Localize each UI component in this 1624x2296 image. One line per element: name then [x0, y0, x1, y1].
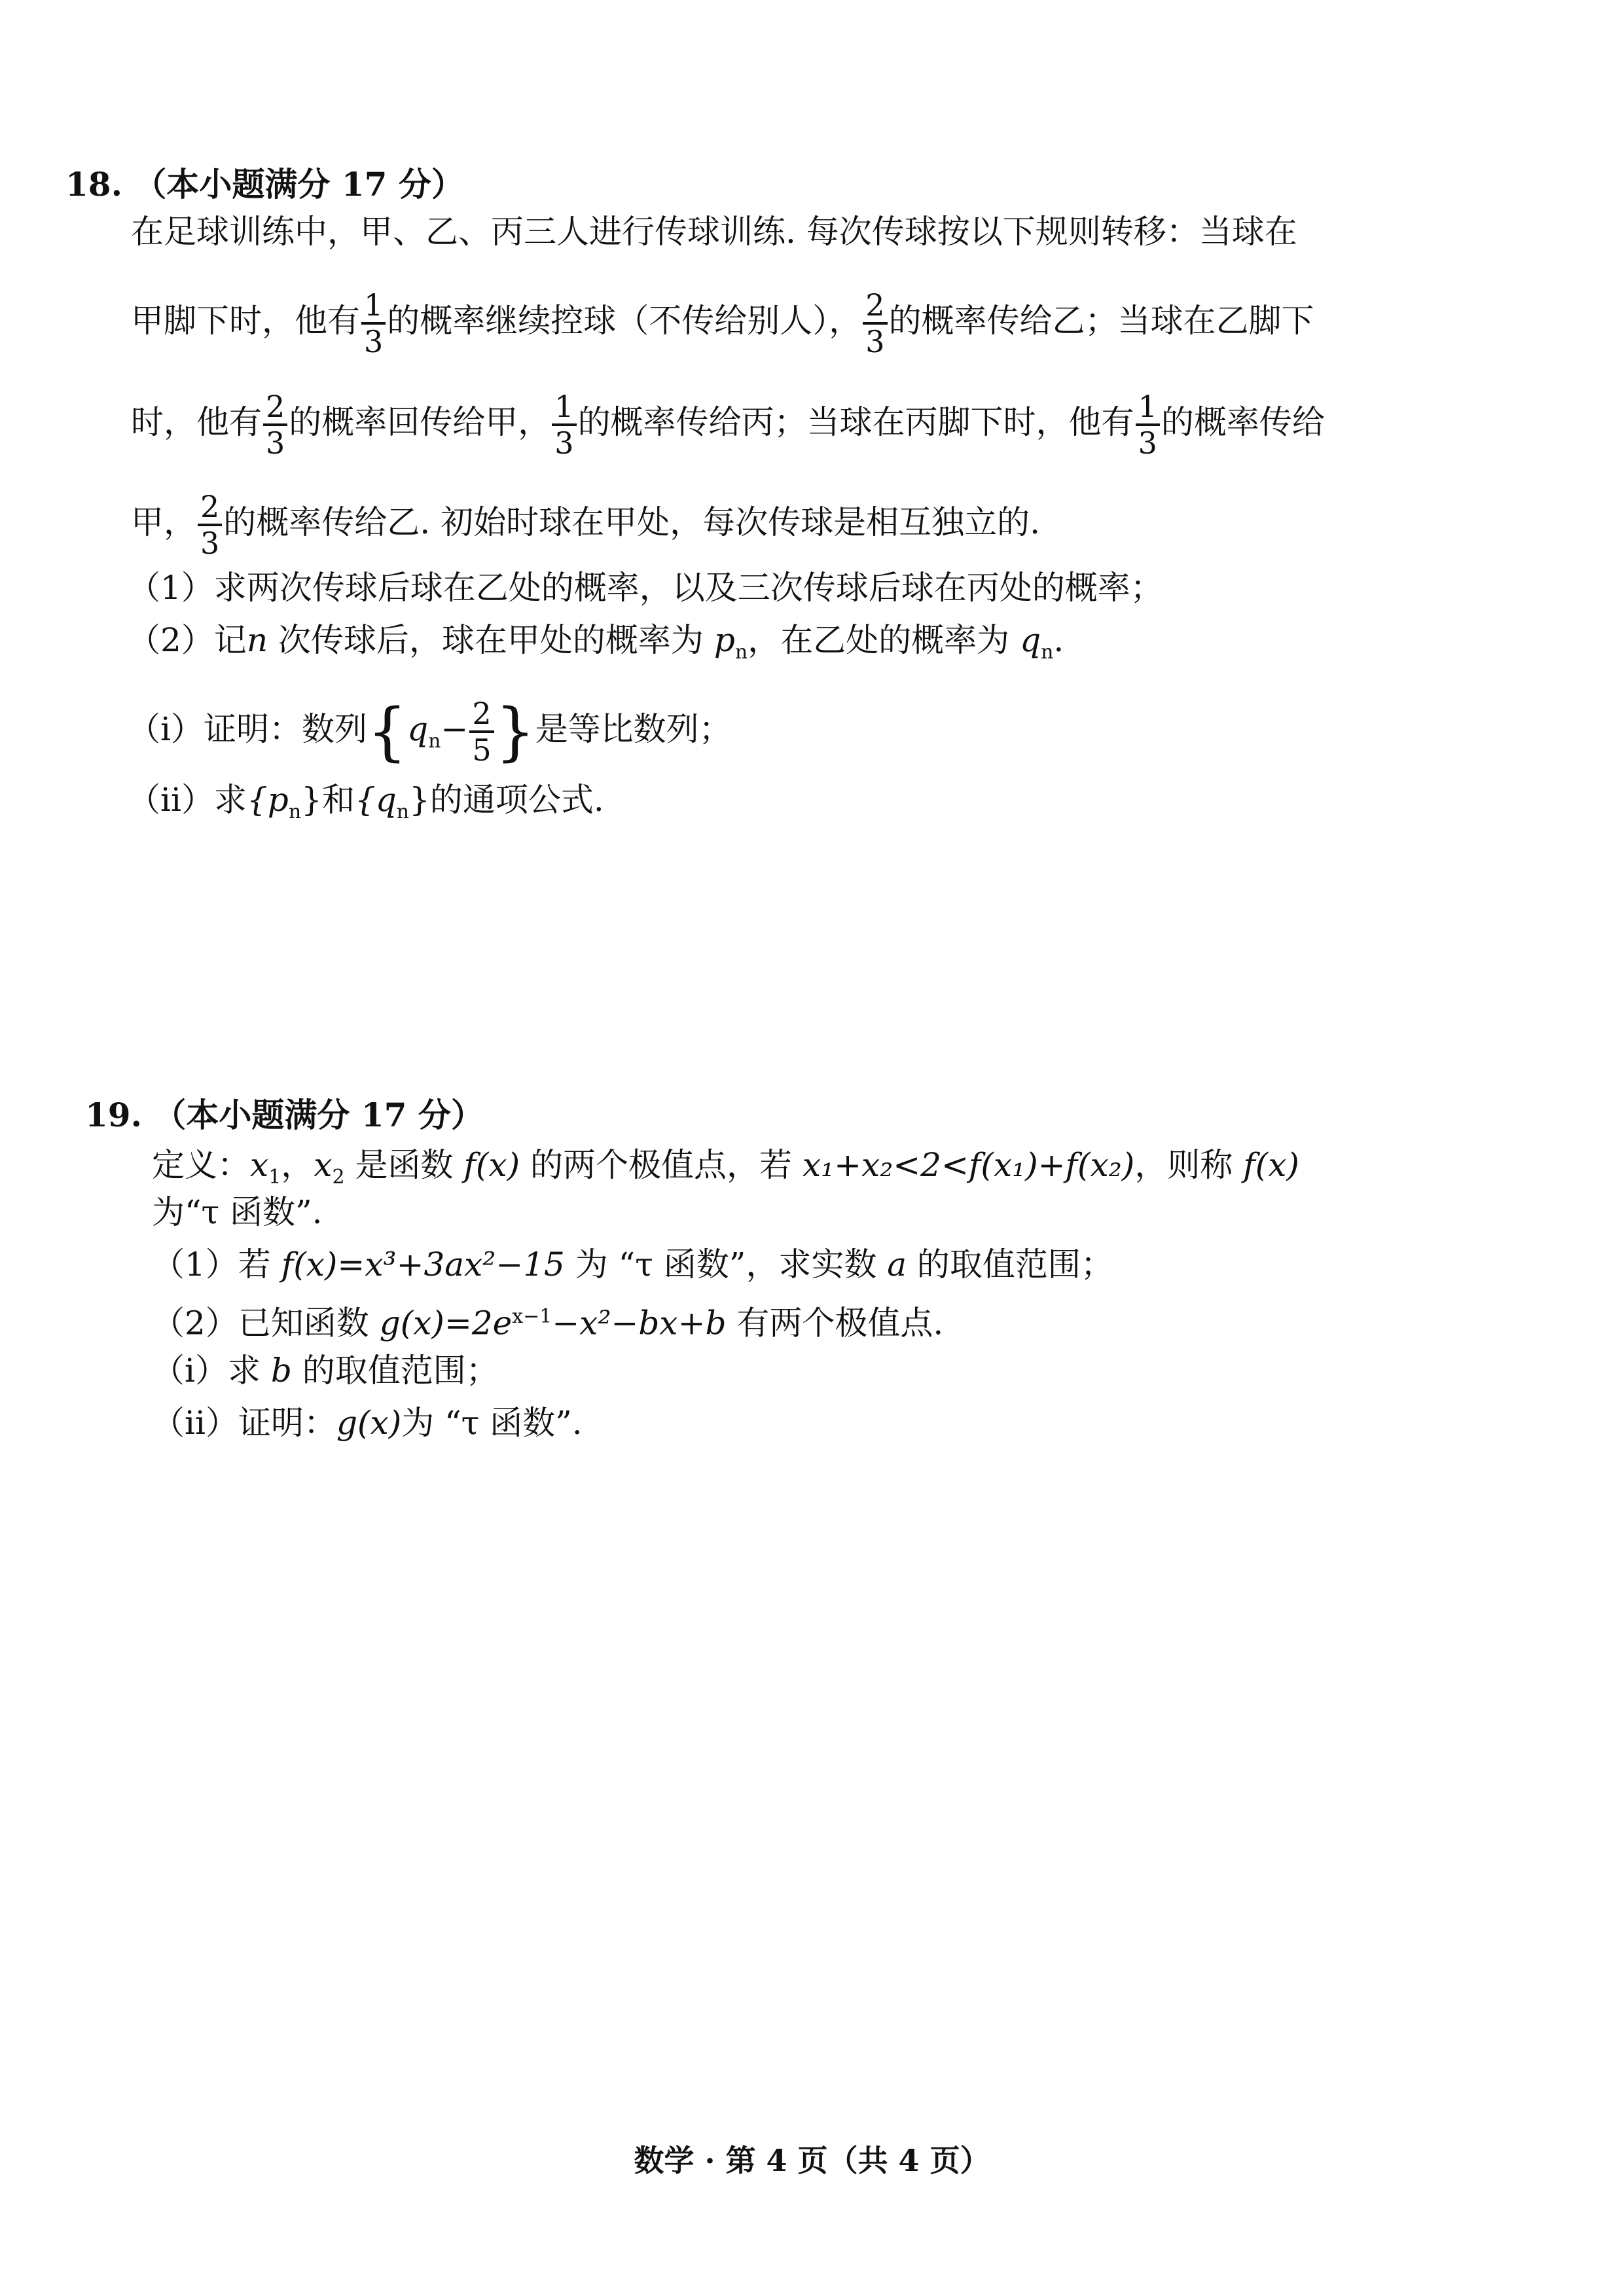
subscript: n: [428, 730, 441, 753]
expr: f(x): [463, 1146, 520, 1184]
numerator: 2: [469, 696, 494, 733]
q19-points: （本小题满分 17 分）: [153, 1096, 484, 1134]
var-b: b: [270, 1352, 292, 1390]
set-p: {p: [246, 781, 289, 819]
q18-part1: （1）求两次传球后球在乙处的概率，以及三次传球后球在丙处的概率；: [128, 569, 1163, 607]
denominator: 3: [554, 425, 574, 461]
q18-header: [65, 164, 464, 206]
q18-sub-ii: [128, 779, 604, 833]
text: 的通项公式.: [429, 781, 604, 819]
q19-definition-cont: 为“τ 函数”.: [152, 1193, 323, 1231]
text: 是等比数列；: [535, 710, 732, 748]
fraction: [863, 288, 887, 359]
q18-line2: [131, 288, 1314, 359]
text: 的概率继续控球（不传给别人），: [387, 302, 862, 340]
denominator: 3: [200, 526, 220, 561]
text: 的概率回传给甲，: [289, 403, 551, 441]
expr: g(x): [336, 1404, 402, 1442]
fraction: [198, 490, 222, 560]
subscript: n: [734, 641, 748, 664]
text: 的概率传给丙；当球在丙脚下时，他有: [577, 403, 1134, 441]
expr: −x²−bx+b: [552, 1304, 727, 1342]
text: （ⅱ）求: [128, 781, 247, 819]
text: （i）求: [152, 1352, 271, 1390]
text: 为 “τ 函数”，求实数: [564, 1246, 888, 1283]
denominator: 5: [472, 732, 492, 768]
subscript: n: [288, 800, 302, 823]
fraction: [361, 288, 386, 359]
text: （ⅰ）证明：数列: [128, 710, 367, 748]
q19-definition: [152, 1144, 1299, 1198]
denominator: 3: [364, 324, 384, 359]
fraction: [469, 696, 494, 767]
text: 有两个极值点.: [726, 1304, 944, 1342]
page-footer: 数学 · 第 4 页（共 4 页）: [634, 2143, 990, 2178]
expr: f(x): [1243, 1146, 1299, 1184]
numerator: 1: [552, 389, 576, 426]
exponent: x−1: [512, 1305, 552, 1328]
q18-part2: [128, 619, 1064, 673]
var-a: a: [887, 1246, 907, 1283]
q19-part2: [152, 1296, 943, 1344]
q19-sub-ii: [152, 1402, 583, 1444]
text: 为 “τ 函数”.: [401, 1404, 583, 1442]
var-x: x: [250, 1146, 269, 1184]
subscript: 1: [268, 1166, 281, 1189]
q18-line4: [131, 490, 1040, 560]
fraction: [263, 389, 287, 460]
q18-line1: 在足球训练中，甲、乙、丙三人进行传球训练. 每次传球按以下规则转移：当球在: [131, 213, 1297, 251]
text: 甲脚下时，他有: [131, 302, 360, 340]
text: ，在乙处的概率为: [748, 621, 1020, 659]
var-x: x: [314, 1146, 333, 1184]
numerator: 2: [263, 389, 287, 426]
text: 的概率传给: [1161, 403, 1325, 441]
inequality: x₁+x₂<2<f(x₁)+f(x₂): [802, 1146, 1135, 1184]
brace: }: [409, 781, 430, 819]
q19-header: [85, 1094, 484, 1136]
subscript: n: [396, 800, 410, 823]
text: 的两个极值点，若: [520, 1146, 803, 1184]
text: （2）已知函数: [152, 1304, 380, 1342]
text: ，: [281, 1146, 314, 1184]
text: 的概率传给乙；当球在乙脚下: [888, 302, 1314, 340]
text: 是函数: [344, 1146, 464, 1184]
var-q: q: [407, 710, 429, 748]
subscript: n: [1041, 641, 1054, 664]
subscript: 2: [332, 1166, 345, 1189]
numerator: 2: [863, 288, 887, 325]
q18-number: 18.: [65, 165, 122, 204]
text: .: [1053, 621, 1064, 659]
denominator: 3: [865, 324, 885, 359]
text: （ii）证明：: [152, 1404, 336, 1442]
left-brace: {: [367, 695, 408, 768]
text: 次传球后，球在甲处的概率为: [268, 621, 714, 659]
numerator: 1: [1136, 389, 1160, 426]
q19-number: 19.: [85, 1096, 142, 1134]
minus: −: [441, 710, 469, 748]
text: 和: [321, 781, 355, 819]
q19-part1: [152, 1244, 1113, 1285]
text: ，则称: [1134, 1146, 1244, 1184]
q19-sub-i: [152, 1350, 499, 1391]
expr: f(x)=x³+3ax²−15: [281, 1246, 565, 1283]
text: （1）若: [152, 1246, 281, 1283]
set-q: {q: [354, 781, 397, 819]
expr: g(x)=2e: [379, 1304, 513, 1342]
numerator: 2: [198, 490, 222, 526]
text: 的取值范围；: [907, 1246, 1113, 1283]
right-brace: }: [495, 695, 535, 768]
denominator: 3: [266, 425, 285, 461]
q18-sub-i: [128, 696, 732, 767]
q18-points: （本小题满分 17 分）: [134, 165, 464, 204]
var-n: n: [246, 621, 268, 659]
text: （2）记: [128, 621, 247, 659]
denominator: 3: [1138, 425, 1157, 461]
var-q: q: [1020, 621, 1041, 659]
numerator: 1: [361, 288, 386, 325]
fraction: [1136, 389, 1160, 460]
fraction: [552, 389, 576, 460]
text: 定义：: [152, 1146, 250, 1184]
text: 时，他有: [131, 403, 262, 441]
text: 的概率传给乙. 初始时球在甲处，每次传球是相互独立的.: [223, 503, 1040, 541]
text: 甲，: [131, 503, 196, 541]
brace: }: [301, 781, 322, 819]
q18-line3: [131, 389, 1325, 460]
text: 的取值范围；: [291, 1352, 499, 1390]
var-p: p: [713, 621, 735, 659]
